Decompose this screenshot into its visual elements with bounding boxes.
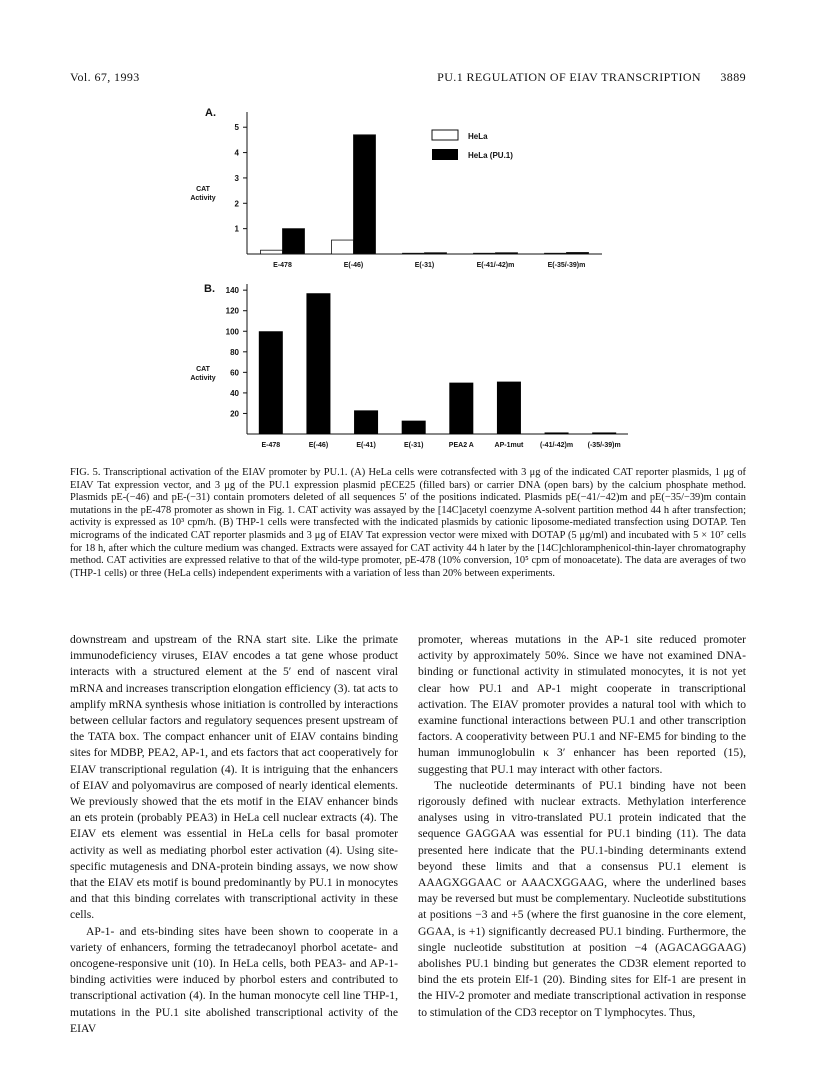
legend-label-hela: HeLa bbox=[468, 132, 488, 141]
paragraph: downstream and upstream of the RNA start site. Like the primate immunodeficiency viruses, EIAV encodes a tat gene whose product interacts with a structured element at the 5′ end of nascent viral mRNA and increases transcription elongation efficiency (3). tat acts to amplify mRNA synthesis whose initiation is controlled by interactions between cellular factors and regulatory sequences present upstream of the TATA box. The compact enhancer unit of EIAV contains binding sites for MDBP, PEA2, AP-1, and ets factors that act cooperatively for EIAV transcriptional regulation (4). It is intriguing that the enhancers of EIAV and polyomavirus are composed of nearly identical elements. We previously showed that the ets motif in the EIAV enhancer binds an ets protein (probably PEA3) in HeLa cell nuclear extracts (4). The EIAV ets element was essential in HeLa cells for basal promoter activity as well as mediating phorbol ester activation (4). Using site-specific mutagenesis and DNA-protein binding assays, we now show that the EIAV ets motif is bound predominantly by PU.1 in monocytes and that this binding correlates with transcriptional activity in these cells. bbox=[70, 633, 398, 922]
x-tick-label: E(-46) bbox=[343, 262, 364, 269]
y-tick-label: 20 bbox=[230, 409, 239, 419]
bar bbox=[306, 293, 330, 434]
x-tick-label: E-478 bbox=[261, 442, 281, 449]
bar-hela-pu1 bbox=[567, 252, 589, 254]
y-tick-label: 5 bbox=[234, 123, 239, 133]
panel-a-ylabel-line2: Activity bbox=[190, 195, 216, 202]
panel-b-ylabel-line1: CAT bbox=[196, 366, 210, 373]
panel-a-label: A. bbox=[205, 107, 216, 119]
journal-volume: Vol. 67, 1993 bbox=[70, 70, 140, 84]
bar bbox=[497, 382, 521, 434]
page-number: 3889 bbox=[720, 70, 746, 84]
bar-hela-pu1 bbox=[354, 135, 376, 254]
y-tick-label: 2 bbox=[234, 199, 239, 209]
panel-b-ylabel-line2: Activity bbox=[190, 375, 216, 382]
paragraph: promoter, whereas mutations in the AP-1 site reduced promoter activity by approximately 50%. Since we have not examined DNA-binding or functional activity in stimulated monocytes, it is not yet clear how PU.1 and AP-1 might cooperate in transcriptional activation. The EIAV promoter provides a natural tool with which to examine functional interactions between PU.1 and other transcription factors. A cooperativity between PU.1 and NF-EM5 for binding to the human immunoglobulin κ 3′ enhancer has been reported (15), suggesting that PU.1 may interact with other factors. bbox=[418, 633, 746, 776]
bar-hela-pu1 bbox=[496, 253, 518, 254]
y-tick-label: 3 bbox=[234, 173, 239, 183]
x-tick-label: E(-41) bbox=[356, 442, 376, 449]
panel-b-label: B. bbox=[204, 283, 215, 295]
bar bbox=[545, 432, 569, 434]
running-title: PU.1 REGULATION OF EIAV TRANSCRIPTION bbox=[437, 70, 701, 84]
paragraph: AP-1- and ets-binding sites have been shown to cooperate in a variety of enhancers, forming the tetradecanoyl phorbol acetate- and oncogene-responsive unit (10). In HeLa cells, both PEA3- and AP-1-binding activities were induced by phorbol esters and contributed to transcriptional activation (4). In the human monocyte cell line THP-1, mutations in the PU.1 site abolished transcriptional activity of the EIAV bbox=[70, 924, 398, 1035]
bar bbox=[354, 410, 378, 434]
bar bbox=[402, 421, 426, 434]
bar-hela bbox=[403, 253, 425, 254]
y-tick-label: 100 bbox=[225, 327, 239, 337]
legend-swatch-hela bbox=[432, 130, 458, 140]
y-tick-label: 140 bbox=[225, 286, 239, 296]
y-tick-label: 120 bbox=[225, 306, 239, 316]
bar-hela bbox=[474, 253, 496, 254]
x-tick-label: PEA2 A bbox=[448, 442, 474, 449]
bar-hela-pu1 bbox=[283, 229, 305, 254]
legend-swatch-hela-pu1 bbox=[432, 149, 458, 160]
figure-5 bbox=[0, 0, 816, 465]
y-tick-label: 1 bbox=[234, 224, 239, 234]
x-tick-label: E(-35/-39)m bbox=[547, 262, 586, 269]
figure-caption: FIG. 5. Transcriptional activation of the EIAV promoter by PU.1. (A) HeLa cells were cotransfected with 3 μg of the indicated CAT reporter plasmids, 1 μg of EIAV Tat expression vector, and 3 μg of the PU.1 expression plasmid pECE25 (filled bars) or carrier DNA (open bars) by the calcium phosphate method. Plasmids pE-(−46) and pE-(−31) contain promoters deleted of all sequences 5′ of the positions indicated. Plasmids pE(−41/−42)m and pE(−35/−39)m contain mutations in the pE-478 promoter as shown in Fig. 1. CAT activity was assayed by the [14C]acetyl coenzyme A-solvent partition method 44 h after transfection; activity is expressed as 10³ cpm/h. (B) THP-1 cells were transfected with the indicated plasmids by cationic liposome-mediated transfection using DOTAP. Ten micrograms of the indicated CAT reporter plasmids and 3 μg of EIAV Tat expression vector were mixed with DOTAP (5 μg/ml) and incubated with 5 × 10⁷ cells for 18 h, after which the culture medium was changed. Extracts were assayed for CAT activity 44 h later by the [14C]chloramphenicol-thin-layer chromatography method. CAT activities are expressed relative to that of the wild-type promoter, pE-478 (10% conversion, 10⁵ cpm of monoacetate). The data are averages of two (THP-1 cells) or three (HeLa cells) independent experiments with a variation of less than 20% between experiments. bbox=[70, 467, 746, 579]
x-tick-label: AP-1mut bbox=[494, 442, 524, 449]
y-tick-label: 40 bbox=[230, 388, 239, 398]
x-tick-label: E(-41/-42)m bbox=[476, 262, 515, 269]
bar-hela bbox=[545, 253, 567, 254]
y-tick-label: 60 bbox=[230, 368, 239, 378]
x-tick-label: (-41/-42)m bbox=[540, 442, 574, 449]
legend-label-hela-pu1: HeLa (PU.1) bbox=[468, 151, 513, 160]
panel-b-chart bbox=[190, 283, 628, 449]
y-tick-label: 80 bbox=[230, 347, 239, 357]
bar-hela-pu1 bbox=[425, 253, 447, 254]
y-tick-label: 4 bbox=[234, 148, 239, 158]
x-tick-label: (-35/-39)m bbox=[587, 442, 621, 449]
bar-hela bbox=[332, 240, 354, 254]
body-column-right bbox=[418, 632, 746, 1021]
x-tick-label: E(-46) bbox=[308, 442, 329, 449]
x-tick-label: E(-31) bbox=[403, 442, 424, 449]
panel-a-chart bbox=[190, 107, 602, 269]
body-column-left bbox=[70, 632, 398, 1037]
bar bbox=[449, 383, 473, 434]
paragraph: The nucleotide determinants of PU.1 binding have not been rigorously defined with nuclear extracts. Methylation interference analyses using in vitro-translated PU.1 protein indicated that the sequence GAGGAA was essential for PU.1 binding (11). The data presented here indicate that the PU.1-binding determinants extend beyond these limits and that a consensus PU.1 element is AAAGXGGAAC or AAACXGGAAG, where the underlined bases may be reversed but must be complementary. Nucleotide substitutions at positions −3 and +5 (where the first guanosine in the core element, GGAA, is +1) significantly decreased PU.1 binding. Furthermore, the single nucleotide substitution at position −4 (AGACAGGAAG) abolishes PU.1 binding but generates the CD3R element reported to bind the ets protein Elf-1 (20). Binding sites for Elf-1 are present in the HIV-2 promoter and mediate transcriptional activation in response to stimulation of the CD3 receptor on T lymphocytes. Thus, bbox=[418, 778, 746, 1019]
panel-a-ylabel-line1: CAT bbox=[196, 186, 210, 193]
x-tick-label: E(-31) bbox=[414, 262, 435, 269]
bar-hela bbox=[261, 250, 283, 254]
bar bbox=[259, 331, 283, 434]
bar bbox=[592, 432, 616, 434]
x-tick-label: E-478 bbox=[273, 262, 292, 269]
